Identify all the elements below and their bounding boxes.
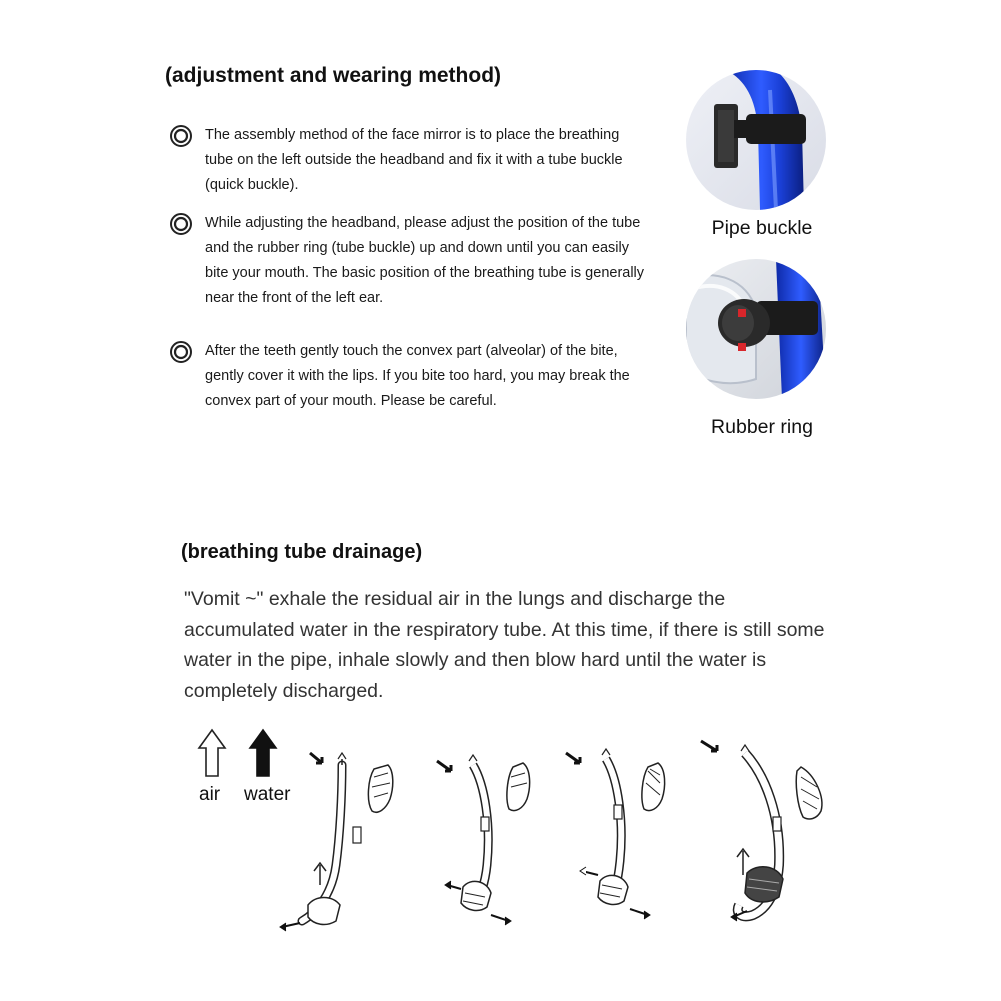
- double-circle-bullet-icon: [170, 125, 192, 147]
- pipe-buckle-caption: Pipe buckle: [711, 217, 813, 239]
- drainage-paragraph: "Vomit ~" exhale the residual air in the lungs and discharge the accumulated water in the respiratory tube. At this time, if there is still some water in the pipe, inhale slowly and then blow hard until the water is completely discharged.: [184, 588, 825, 702]
- drainage-heading: (breathing tube drainage): [181, 541, 423, 563]
- drainage-diagram-3: [560, 735, 690, 935]
- drainage-diagram-2: [425, 735, 555, 935]
- air-legend-label: air: [199, 784, 221, 805]
- double-circle-bullet-icon: [170, 341, 192, 363]
- drainage-diagram-4: [695, 735, 845, 935]
- step-text: The assembly method of the face mirror is to place the breathing tube on the left outside the headband and fix it with a tube buckle (quick buckle).: [205, 127, 623, 193]
- drainage-diagram-1: [270, 735, 410, 935]
- rubber-ring-caption: Rubber ring: [711, 416, 813, 438]
- step-text: While adjusting the headband, please adjust the position of the tube and the rubber ring (tube buckle) up and down until you can easily bite your mouth. The basic position of the breathing tube is generally near the front of the left ear.: [205, 215, 645, 306]
- pipe-buckle-photo: [686, 70, 826, 210]
- double-circle-bullet-icon: [170, 213, 192, 235]
- air-arrow-icon: [197, 728, 227, 778]
- rubber-ring-photo: [686, 259, 826, 399]
- wearing-heading: (adjustment and wearing method): [165, 64, 502, 87]
- water-legend-label: water: [244, 784, 291, 805]
- step-text: After the teeth gently touch the convex part (alveolar) of the bite, gently cover it with the lips. If you bite too hard, you may break the convex part of your mouth. Please be careful.: [205, 343, 630, 409]
